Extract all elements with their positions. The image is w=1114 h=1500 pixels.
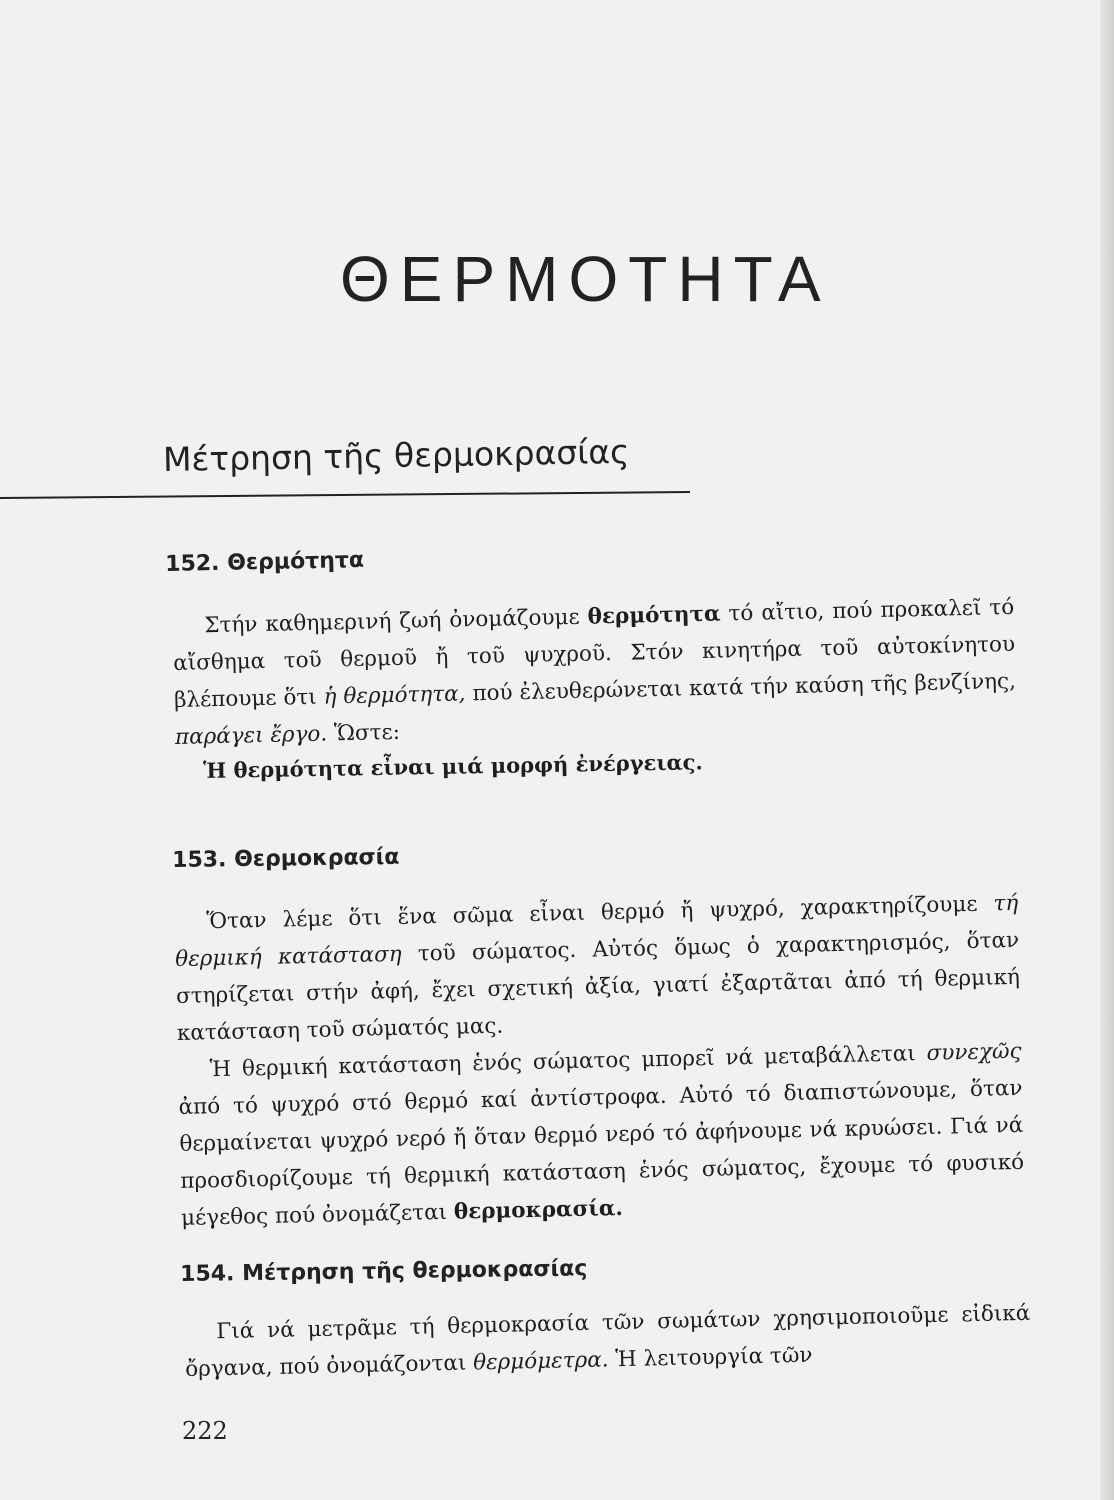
text-run: Ὥστε: <box>326 719 401 747</box>
text-run: πού ἐλευθερώνεται κατά τήν καύση τῆς βενζίνης, <box>465 668 1017 707</box>
text-run: Ἡ θερμική κατάσταση ἑνός σώματος μπορεῖ νά μεταβάλλεται <box>209 1040 927 1083</box>
emphasis-run: τή θερμική κατάσταση <box>174 890 1019 972</box>
text-run: Ἡ λειτουργία τῶν <box>608 1342 813 1373</box>
section-heading: Μέτρηση τῆς θερμοκρασίας <box>162 431 630 479</box>
subsection-heading-152: 152. Θερμότητα <box>165 547 365 577</box>
emphasis-run: συνεχῶς <box>926 1038 1022 1066</box>
subsection-heading-153: 153. Θερμοκρασία <box>172 844 400 873</box>
paragraph-153 <box>174 885 1025 1237</box>
heat-definition-statement: Ἡ θερμότητα εἶναι μιά μορφή ἐνέργειας. <box>203 749 703 783</box>
text-run: τό αἴτιο, πού προκαλεῖ τό αἴσθημα τοῦ θερμοῦ ἤ τοῦ ψυχροῦ. Στόν κινητήρα τοῦ αὐτοκίνητου βλέπουμε ὅτι <box>172 594 1016 713</box>
page-number: 222 <box>182 1417 228 1445</box>
chapter-title: ΘΕΡΜΟΤΗΤΑ <box>340 243 831 315</box>
page-edge-shadow <box>1100 0 1114 1500</box>
emphasis-run: παράγει ἔργο. <box>174 721 328 750</box>
text-run: Ὅταν λέμε ὅτι ἕνα σῶμα εἶναι θερμό ἤ ψυχρό, χαρακτηρίζουμε <box>206 891 994 935</box>
emphasis-run: ἡ θερμότητα, <box>323 681 466 710</box>
emphasis-run: θερμόμετρα. <box>472 1347 609 1376</box>
section-rule <box>0 491 690 499</box>
term-heat: θερμότητα <box>587 601 721 630</box>
paragraph-154 <box>184 1295 1031 1388</box>
text-run: τοῦ σώματος. Αὐτός ὅμως ὁ χαρακτηρισμός, ὅταν στηρίζεται στήν ἀφή, ἔχει σχετική ἀξία, γιατί ἐξαρτᾶται ἀπό τή θερμική κατάσταση τοῦ σώματός μας. <box>175 927 1021 1046</box>
text-run: Γιά νά μετρᾶμε τή θερμοκρασία τῶν σωμάτων χρησιμοποιοῦμε εἰδικά ὄργανα, πού ὀνομάζονται <box>184 1300 1031 1382</box>
subsection-heading-154: 154. Μέτρηση τῆς θερμοκρασίας <box>180 1256 588 1287</box>
text-run: Στήν καθημερινή ζωή ὀνομάζουμε <box>204 604 588 639</box>
term-temperature: θερμοκρασία. <box>453 1195 624 1225</box>
text-run: ἀπό τό ψυχρό στό θερμό καί ἀντίστροφα. Αὐτό τό διαπιστώνουμε, ὅταν θερμαίνεται ψυχρό νερό ἤ ὅταν θερμό νερό τό ἀφήνουμε νά κρυώσει. Γιά νά προσδιορίζουμε τή θερμική κατάσταση ἑνός σώματος, ἔχουμε τό φυσικό μέγεθος πού ὀνομάζεται <box>178 1075 1025 1231</box>
paragraph-152 <box>172 589 1017 756</box>
